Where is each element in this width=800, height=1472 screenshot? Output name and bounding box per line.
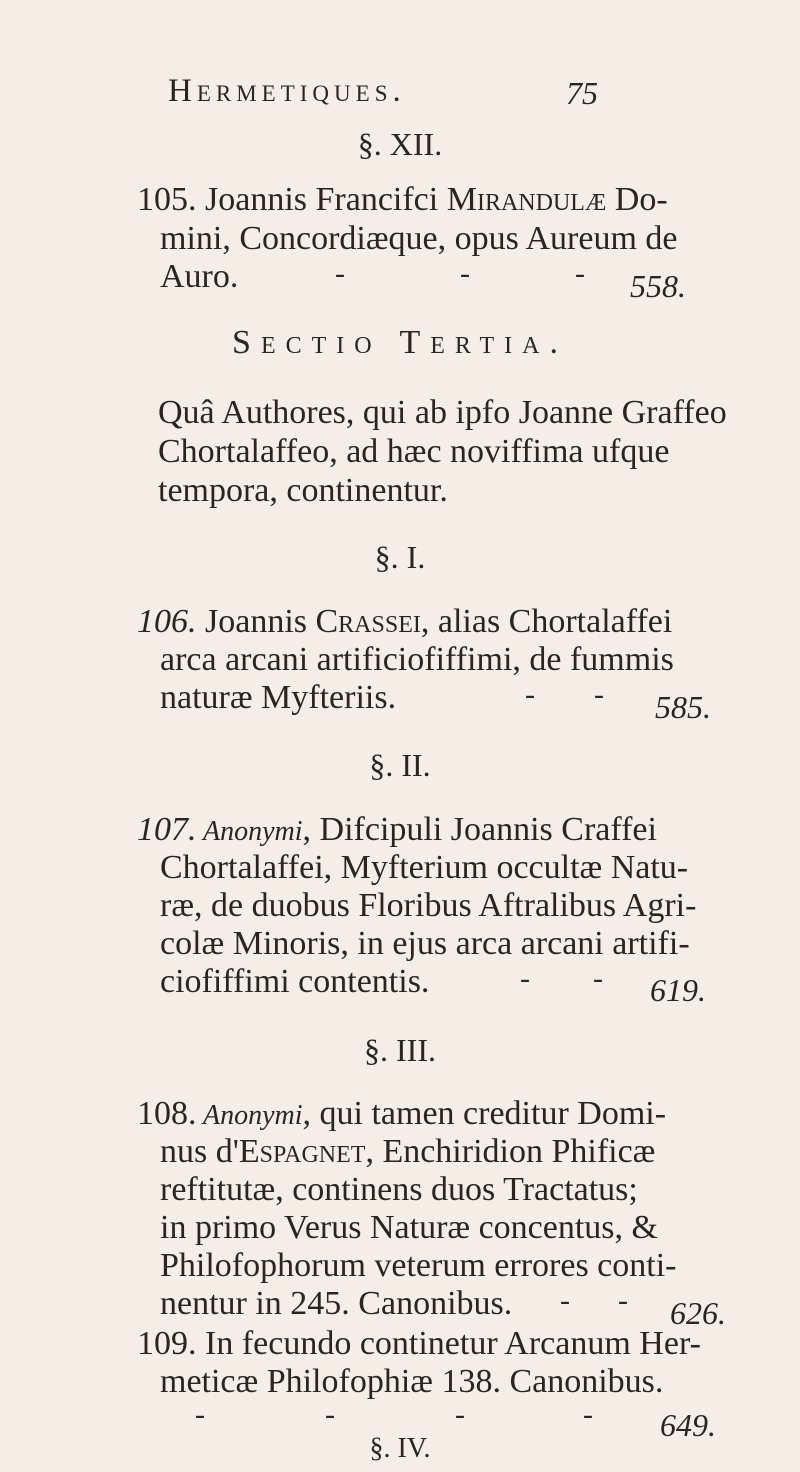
entry-107-line-3: ræ, de duobus Floribus Aftralibus Agri-	[160, 887, 697, 924]
entry-106-line-2: arca arcani artificiofiffimi, de fummis	[160, 641, 674, 678]
author-name	[323, 1437, 462, 1470]
entry-107-line-1	[137, 812, 657, 850]
entry-108-line-1	[137, 1096, 666, 1134]
running-head-title: Hermetiques.	[168, 73, 406, 109]
anonymous-author: Anonymi	[196, 1100, 303, 1131]
entry-109-page: 649.	[660, 1407, 716, 1443]
entry-107-line-2: Chortalaffei, Myfterium occultæ Natu-	[160, 849, 689, 886]
dash: -	[335, 257, 345, 290]
entry-text: Do-	[606, 181, 668, 218]
dash: -	[593, 962, 603, 995]
dash: -	[325, 1398, 335, 1431]
entry-number: 109.	[137, 1325, 197, 1362]
entry-108-line-5: Philofophorum veterum errores conti-	[160, 1247, 677, 1284]
author-name: Crassei	[315, 603, 421, 640]
section-3: §. III.	[364, 1032, 436, 1068]
intro-line-3: tempora, continentur.	[158, 472, 448, 509]
section-4: §. IV.	[369, 1433, 431, 1463]
running-head	[168, 73, 598, 113]
dash: -	[594, 678, 604, 711]
author-name: Espagnet	[238, 1133, 366, 1170]
dash: -	[618, 1284, 628, 1317]
intro-line-2: Chortalaffeo, ad hæc noviffima ufque	[158, 433, 670, 470]
entry-108-line-4: in primo Verus Naturæ concentus, &	[160, 1209, 658, 1246]
anonymous-author: Anonymi	[196, 816, 303, 847]
entry-108-page: 626.	[670, 1295, 726, 1331]
dash: -	[195, 1398, 205, 1431]
sectio-tertia-heading: Sectio Tertia.	[232, 324, 568, 361]
entry-text: , Difcipuli Joannis Craffei	[302, 811, 657, 848]
entry-107-line-5: ciofiffimi contentis.	[160, 963, 430, 1000]
entry-109-line-1	[137, 1326, 701, 1362]
entry-number: 108.	[137, 1095, 197, 1132]
section-2: §. II.	[369, 747, 431, 783]
entry-text: Joannis	[196, 603, 316, 640]
entry-number: 105.	[137, 181, 197, 218]
entry-109-line-2: meticæ Philofophiæ 138. Canonibus.	[160, 1363, 664, 1400]
dash: -	[560, 1284, 570, 1317]
entry-105-line-2: mini, Concordiæque, opus Aureum de	[160, 220, 678, 257]
section-12: §. XII.	[357, 126, 443, 162]
entry-text: , alias Chortalaffei	[420, 603, 673, 640]
dash: -	[455, 1398, 465, 1431]
dash: -	[460, 257, 470, 290]
entry-text: In fecundo continetur Arcanum Her-	[196, 1325, 701, 1362]
folio-number: 75	[566, 75, 598, 111]
entry-105-line-1	[137, 182, 668, 218]
dash: -	[520, 962, 530, 995]
dash: -	[583, 1398, 593, 1431]
entry-text: , Enchiridion Phificæ	[365, 1133, 656, 1170]
dash: -	[525, 678, 535, 711]
entry-number: 106.	[137, 603, 197, 640]
entry-text: nus d'	[160, 1133, 239, 1170]
entry-105-line-3: Auro.	[160, 258, 239, 295]
intro-line-1: Quâ Authores, qui ab ipfo Joanne Graffeo	[158, 394, 727, 431]
section-1: §. I.	[374, 539, 426, 575]
entry-108-line-3: reftitutæ, continens duos Tractatus;	[160, 1171, 638, 1208]
entry-text: Joannis Francifci	[196, 181, 447, 218]
entry-number: 107.	[137, 811, 197, 848]
entry-108-line-6: nentur in 245. Canonibus.	[160, 1285, 513, 1322]
entry-105-page: 558.	[630, 268, 686, 304]
entry-106-line-1	[137, 604, 672, 640]
entry-text	[462, 1437, 596, 1470]
author-name: Mirandulæ	[446, 181, 607, 218]
entry-108-line-2	[160, 1134, 655, 1170]
entry-text: , qui tamen creditur Domi-	[302, 1095, 667, 1132]
entry-107-page: 619.	[650, 972, 706, 1008]
entry-106-page: 585.	[655, 689, 711, 725]
entry-107-line-4: colæ Minoris, in ejus arca arcani artifi-	[160, 925, 690, 962]
dash: -	[575, 257, 585, 290]
entry-106-line-3: naturæ Myfteriis.	[160, 679, 397, 716]
